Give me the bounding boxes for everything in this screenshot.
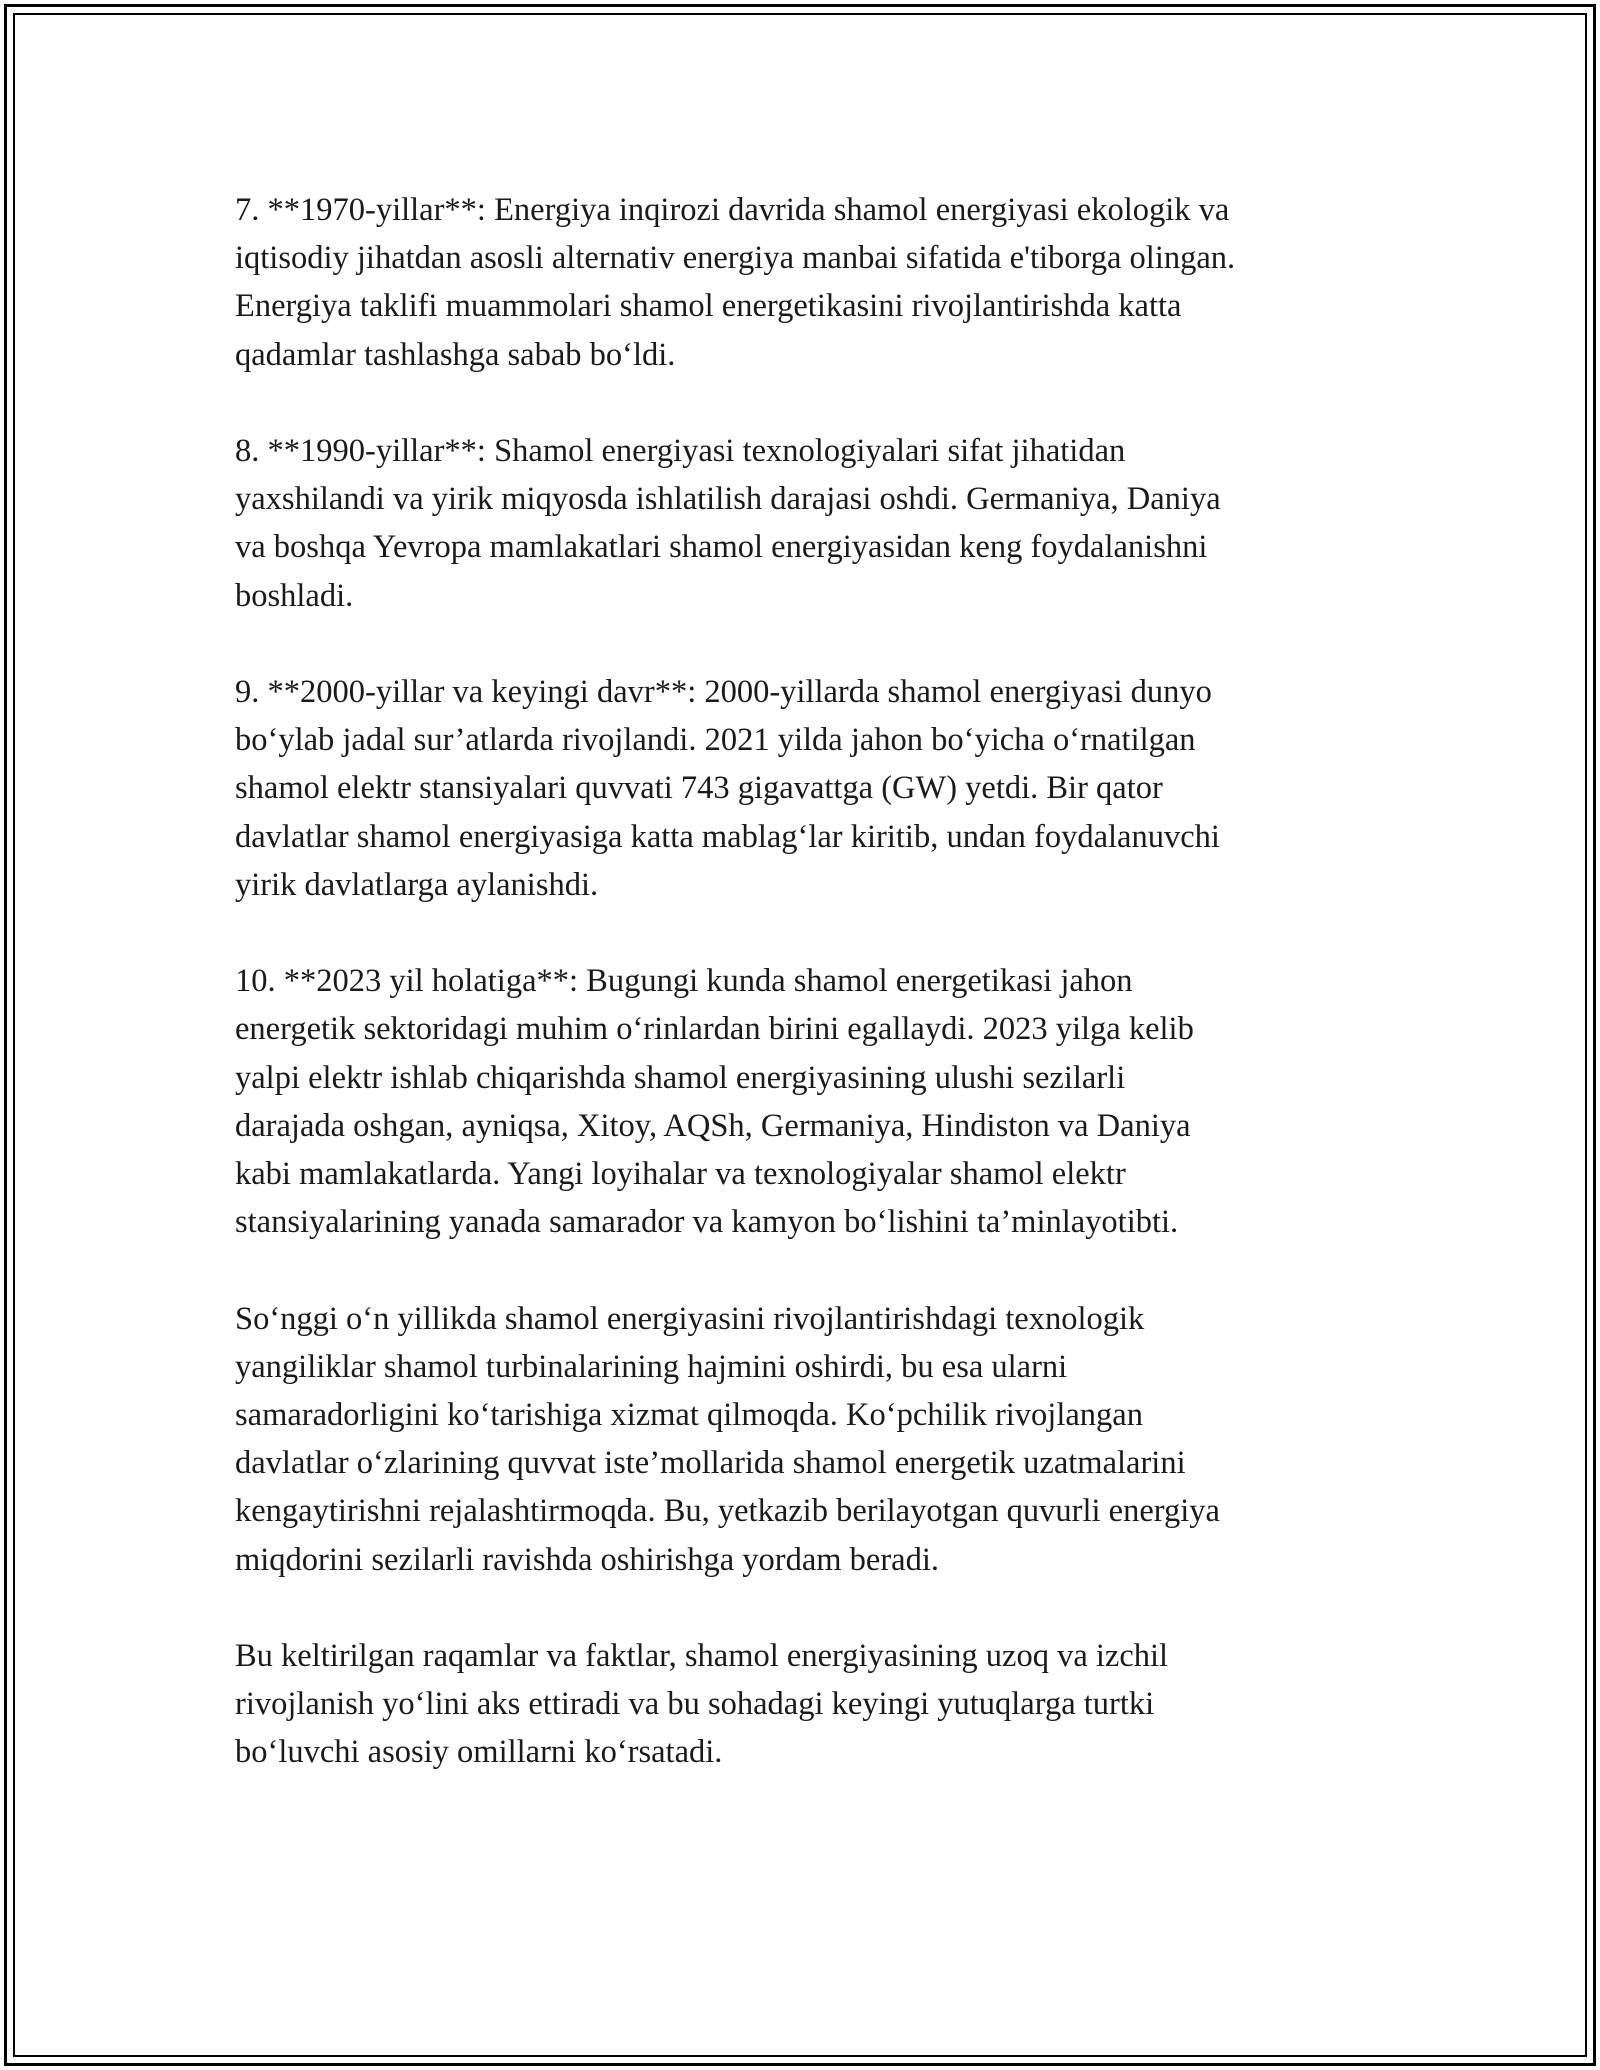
text-line: kengaytirishni rejalashtirmoqda. Bu, yetkazib berilayotgan quvurli energiya <box>235 1493 1220 1530</box>
paragraph-last-decade <box>235 1295 1375 1584</box>
text-line: 10. **2023 yil holatiga**: Bugungi kunda shamol energetikasi jahon <box>235 963 1133 1000</box>
text-line: shamol elektr stansiyalari quvvati 743 gigavattga (GW) yetdi. Bir qator <box>235 770 1163 807</box>
paragraph-2023 <box>235 957 1375 1246</box>
text-line: yangiliklar shamol turbinalarining hajmini oshirdi, bu esa ularni <box>235 1348 1068 1385</box>
text-line: samaradorligini ko‘tarishiga xizmat qilmoqda. Ko‘pchilik rivojlangan <box>235 1397 1143 1434</box>
text-line: rivojlanish yo‘lini aks ettiradi va bu sohadagi keyingi yutuqlarga turtki <box>235 1686 1155 1723</box>
text-line: miqdorini sezilarli ravishda oshirishga yordam beradi. <box>235 1541 939 1578</box>
text-line: yaxshilandi va yirik miqyosda ishlatilish darajasi oshdi. Germaniya, Daniya <box>235 481 1221 518</box>
text-line: Bu keltirilgan raqamlar va faktlar, shamol energiyasining uzoq va izchil <box>235 1638 1169 1675</box>
text-line: boshladi. <box>235 577 354 614</box>
text-line: 9. **2000-yillar va keyingi davr**: 2000-yillarda shamol energiyasi dunyo <box>235 674 1212 710</box>
text-line: davlatlar o‘zlarining quvvat iste’mollarida shamol energetik uzatmalarini <box>235 1445 1186 1482</box>
document-body <box>235 186 1375 1825</box>
text-line: Energiya taklifi muammolari shamol energetikasini rivojlantirishda katta <box>235 288 1182 325</box>
text-line: yalpi elektr ishlab chiqarishda shamol energiyasining ulushi sezilarli <box>235 1059 1126 1096</box>
text-line: davlatlar shamol energiyasiga katta mablag‘lar kiritib, undan foydalanuvchi <box>235 818 1220 855</box>
text-line: 8. **1990-yillar**: Shamol energiyasi texnologiyalari sifat jihatidan <box>235 433 1126 469</box>
text-line: yirik davlatlarga aylanishdi. <box>235 866 599 903</box>
text-line: bo‘ylab jadal sur’atlarda rivojlandi. 2021 yilda jahon bo‘yicha o‘rnatilgan <box>235 722 1196 759</box>
text-line: iqtisodiy jihatdan asosli alternativ energiya manbai sifatida e'tiborga olingan. <box>235 240 1236 277</box>
paragraph-1970s <box>235 186 1375 379</box>
text-line: 7. **1970-yillar**: Energiya inqirozi davrida shamol energiyasi ekologik va <box>235 192 1230 228</box>
text-line: qadamlar tashlashga sabab bo‘ldi. <box>235 336 676 373</box>
text-line: va boshqa Yevropa mamlakatlari shamol energiyasidan keng foydalanishni <box>235 529 1208 566</box>
text-line: energetik sektoridagi muhim o‘rinlardan birini egallaydi. 2023 yilga kelib <box>235 1011 1194 1048</box>
paragraph-1990s <box>235 427 1375 620</box>
text-line: kabi mamlakatlarda. Yangi loyihalar va texnologiyalar shamol elektr <box>235 1156 1126 1193</box>
text-line: stansiyalarining yanada samarador va kamyon bo‘lishini ta’minlayotibti. <box>235 1204 1179 1241</box>
text-line: bo‘luvchi asosiy omillarni ko‘rsatadi. <box>235 1734 723 1771</box>
text-line: darajada oshgan, ayniqsa, Xitoy, AQSh, Germaniya, Hindiston va Daniya <box>235 1107 1191 1144</box>
paragraph-conclusion <box>235 1632 1375 1777</box>
text-line: So‘nggi o‘n yillikda shamol energiyasini rivojlantirishdagi texnologik <box>235 1300 1145 1337</box>
paragraph-2000s <box>235 668 1375 909</box>
